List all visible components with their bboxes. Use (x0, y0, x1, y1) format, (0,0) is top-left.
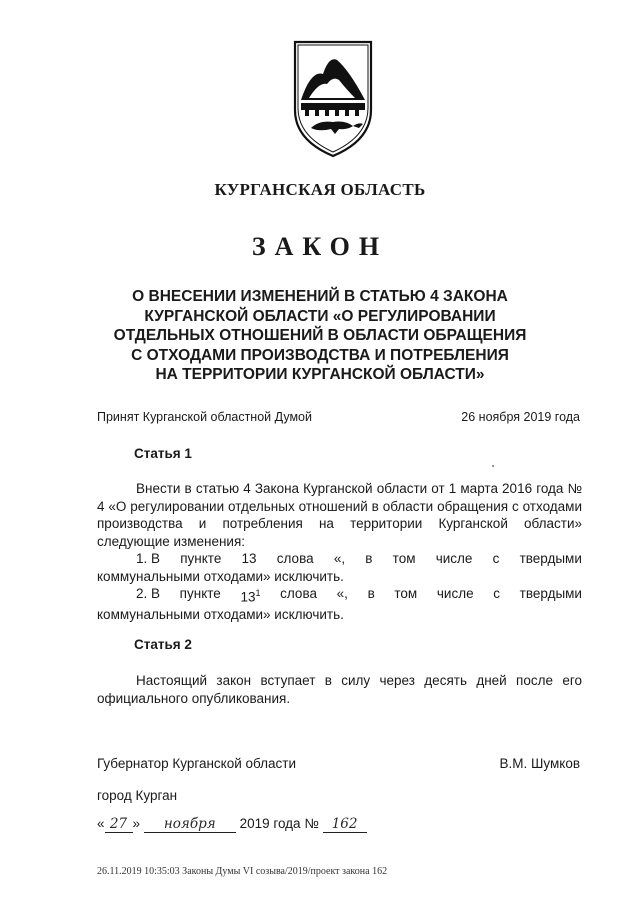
handwritten-day: 27 (105, 816, 133, 833)
document-type: ЗАКОН (251, 232, 389, 261)
region-name: КУРГАНСКАЯ ОБЛАСТЬ (214, 180, 426, 199)
law-title-line: НА ТЕРРИТОРИИ КУРГАНСКОЙ ОБЛАСТИ» (155, 366, 485, 383)
handwritten-month: ноября (144, 816, 236, 833)
article-1-body (97, 480, 582, 624)
handwritten-number: 162 (323, 816, 367, 833)
year-and-number-label: 2019 года № (239, 816, 319, 831)
quote-open: « (97, 816, 105, 831)
article-1-item-2: 2. В пункте $13^1$ слова «, в том числе с твердыми (136, 586, 582, 605)
adoption-date: 26 ноября 2019 года (461, 410, 580, 424)
signer-name: В.М. Шумков (499, 756, 580, 771)
article-1-item-1: 1. В пункте 13 слова «, в том числе с твердыми (136, 551, 582, 566)
law-title-line: О ВНЕСЕНИИ ИЗМЕНЕНИЙ В СТАТЬЮ 4 ЗАКОНА (132, 288, 508, 305)
signer-position: Губернатор Курганской области (97, 756, 297, 771)
article-1-heading: Статья 1 (134, 446, 192, 461)
law-title (90, 287, 550, 385)
footer-stamp: 26.11.2019 10:35:03 Законы Думы VI созыва/2019/проект закона 162 (97, 866, 388, 877)
article-2-body: Настоящий закон вступает в силу через десять дней после его официального опубликования. (97, 673, 582, 706)
superscript: 1 (255, 588, 261, 598)
coat-of-arms-emblem (289, 40, 377, 158)
law-title-line: КУРГАНСКОЙ ОБЛАСТИ «О РЕГУЛИРОВАНИИ (144, 307, 496, 325)
signing-city: город Курган (97, 788, 178, 803)
law-title-line: С ОТХОДАМИ ПРОИЗВОДСТВА И ПОТРЕБЛЕНИЯ (131, 346, 509, 364)
article-1-item-2-cont: коммунальными отходами» исключить. (97, 607, 344, 622)
article-2-heading: Статья 2 (134, 637, 192, 652)
article-1-intro: Внести в статью 4 Закона Курганской области от 1 марта 2016 года № 4 «О регулировании отдельных отношений в области обращения с отходами производства и потребления на территории Курганской области» следующие изменения: (97, 481, 582, 549)
signing-dateline (97, 816, 367, 833)
law-title-line: ОТДЕЛЬНЫХ ОТНОШЕНИЙ В ОБЛАСТИ ОБРАЩЕНИЯ (113, 327, 527, 344)
quote-close: » (132, 816, 141, 831)
article-1-item-1-cont: коммунальными отходами» исключить. (97, 568, 344, 584)
scan-speck (492, 465, 494, 467)
adoption-statement: Принят Курганской областной Думой (97, 410, 312, 424)
